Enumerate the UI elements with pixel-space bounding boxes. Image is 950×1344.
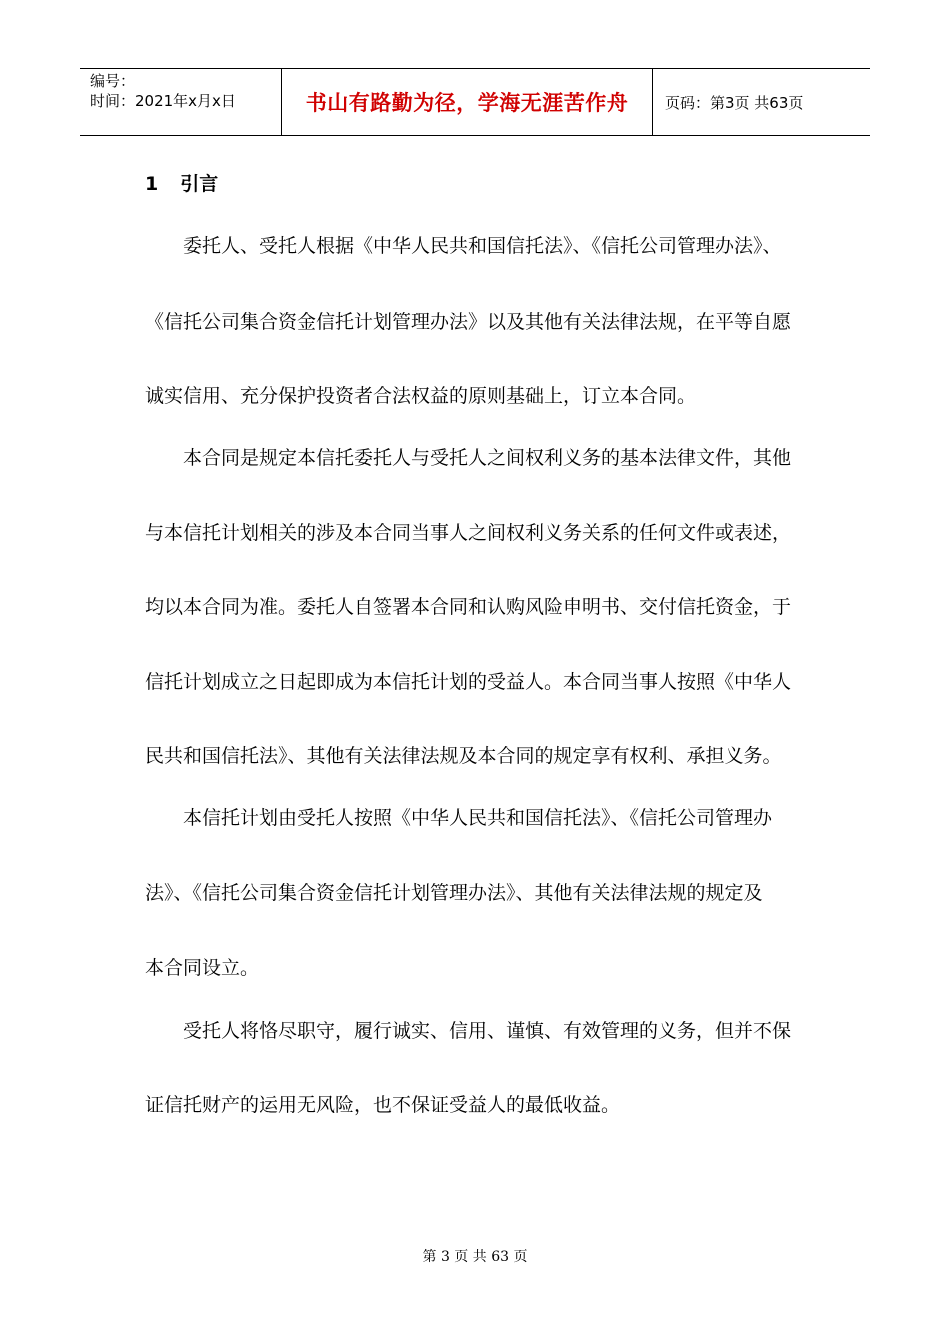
time-label: 时间：2021年x月x日 [90, 92, 236, 110]
paragraph-line: 信托计划成立之日起即成为本信托计划的受益人。本合同当事人按照《中华人 [145, 671, 792, 693]
paragraph-line: 受托人将恪尽职守，履行诚实、信用、谨慎、有效管理的义务，但并不保 [183, 1020, 792, 1042]
section-number: 1 [145, 173, 159, 195]
paragraph-line: 本合同设立。 [145, 957, 260, 979]
paragraph-line: 本信托计划由受托人按照《中华人民共和国信托法》、《信托公司管理办 [183, 807, 773, 829]
paragraph-line: 本合同是规定本信托委托人与受托人之间权利义务的基本法律文件，其他 [183, 447, 792, 469]
paragraph-line: 民共和国信托法》、其他有关法律法规及本合同的规定享有权利、承担义务。 [145, 745, 782, 767]
page-info: 页码：第3页 共63页 [665, 93, 804, 112]
page-footer: 第 3 页 共 63 页 [422, 1249, 528, 1265]
section-heading [145, 172, 218, 196]
number-label: 编号： [90, 72, 136, 90]
document-header [80, 68, 870, 136]
paragraph-line: 均以本合同为准。委托人自签署本合同和认购风险申明书、交付信托资金，于 [145, 596, 792, 618]
paragraph-line: 证信托财产的运用无风险，也不保证受益人的最低收益。 [145, 1094, 621, 1116]
paragraph-line: 委托人、受托人根据《中华人民共和国信托法》、《信托公司管理办法》、 [183, 235, 782, 257]
paragraph-line: 与本信托计划相关的涉及本合同当事人之间权利义务关系的任何文件或表述， [145, 522, 792, 544]
paragraph-line: 诚实信用、充分保护投资者合法权益的原则基础上，订立本合同。 [145, 385, 697, 407]
header-left-cell [80, 69, 282, 135]
paragraph-line: 法》、《信托公司集合资金信托计划管理办法》、其他有关法律法规的规定及 [145, 882, 763, 904]
section-title: 引言 [180, 173, 219, 195]
paragraph-line: 《信托公司集合资金信托计划管理办法》以及其他有关法律法规，在平等自愿 [145, 311, 792, 333]
motto: 书山有路勤为径，学海无涯苦作舟 [282, 69, 653, 135]
